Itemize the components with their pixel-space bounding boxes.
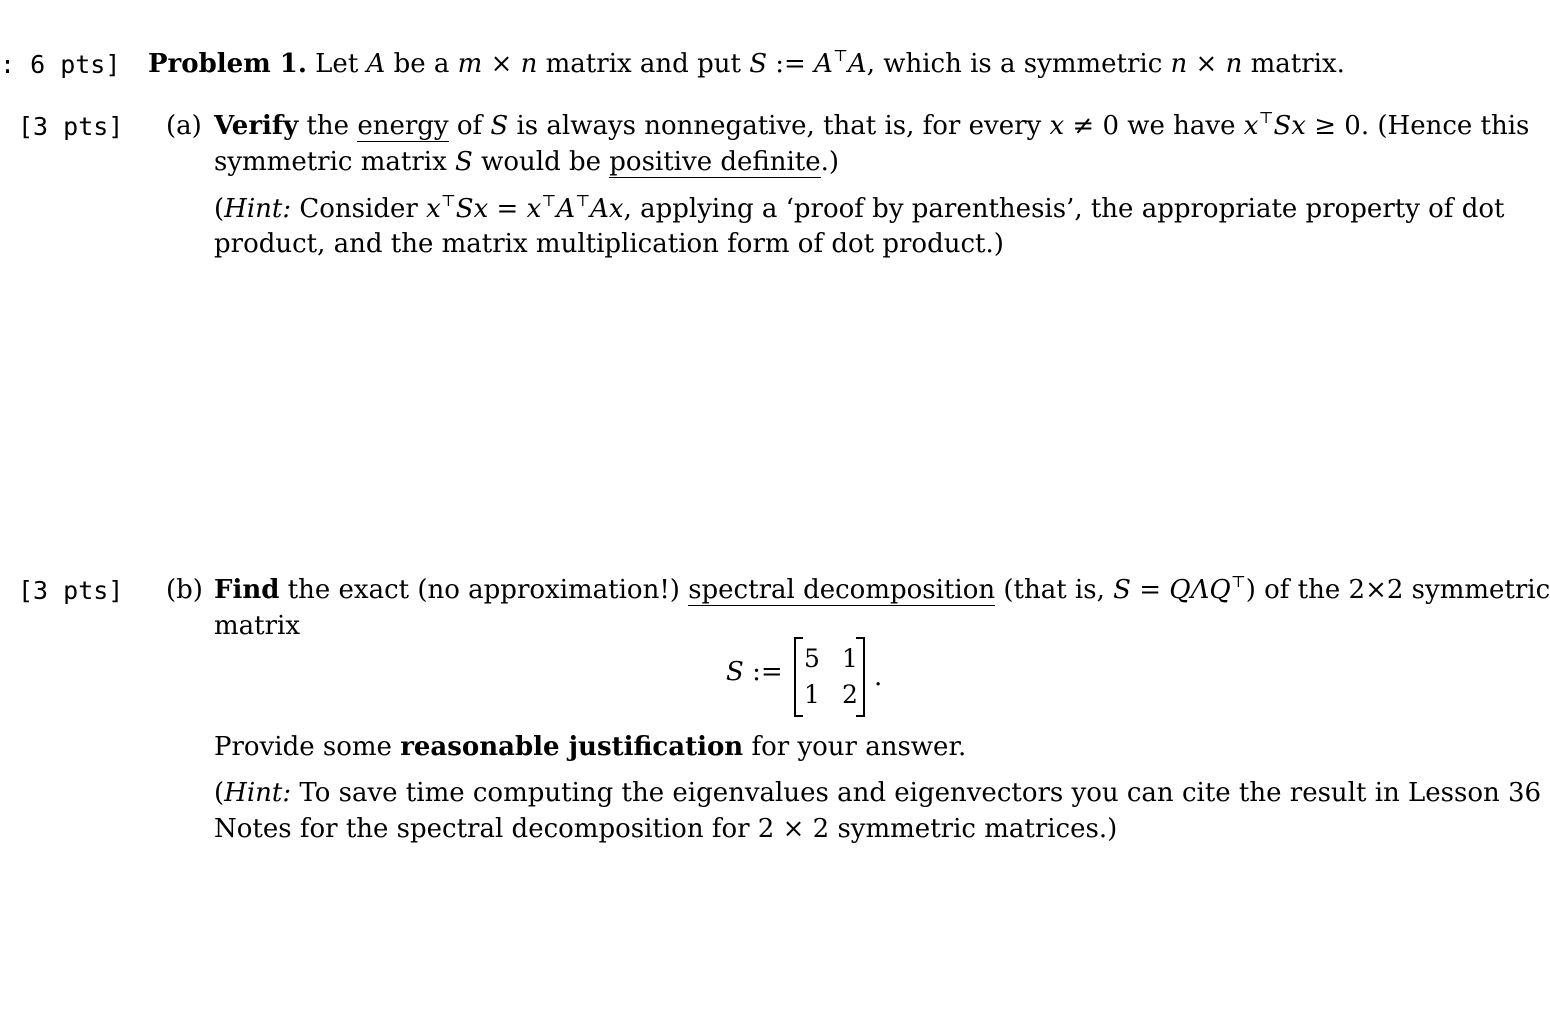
text: .) xyxy=(820,147,840,177)
part-b-justification xyxy=(214,729,966,765)
hint-label: Hint: xyxy=(224,194,292,224)
text: the xyxy=(298,111,358,141)
matrix-left-bracket xyxy=(794,637,803,717)
transpose-symbol: ⊤ xyxy=(1230,572,1246,591)
text: for your answer. xyxy=(743,732,967,762)
math-m: m xyxy=(457,49,483,79)
problem-text: matrix. xyxy=(1242,49,1345,79)
math-Sx: Sx xyxy=(455,194,489,224)
text: ) of the 2×2 symmetric xyxy=(1245,575,1550,605)
math-Ax: Ax xyxy=(590,194,624,224)
part-a-hint-line-1 xyxy=(214,191,1504,227)
text: = xyxy=(1130,575,1170,605)
part-b-verb: Find xyxy=(214,575,280,605)
problem-label: Problem 1. xyxy=(148,49,307,79)
matrix-cell: 5 xyxy=(804,644,820,673)
text: is always nonnegative, that is, for every xyxy=(508,111,1050,141)
text: would be xyxy=(472,147,610,177)
problem-text: Let xyxy=(306,49,367,79)
energy-term: energy xyxy=(357,111,449,141)
math-n: n xyxy=(1225,49,1243,79)
spectral-decomposition-term: spectral decomposition xyxy=(688,575,996,605)
math-A: A xyxy=(814,49,833,79)
problem-statement xyxy=(148,46,1345,82)
transpose-symbol: ⊤ xyxy=(575,191,591,210)
part-b-hint-line-2: Notes for the spectral decomposition for 2 × 2 symmetric matrices.) xyxy=(214,814,1118,844)
part-b-points: [3 pts] xyxy=(18,576,124,605)
text: (that is, xyxy=(995,575,1114,605)
text: = xyxy=(488,194,527,224)
math-QLQ: QΛQ xyxy=(1169,575,1231,605)
positive-definite-term: positive definite xyxy=(609,147,821,177)
part-a-line-1 xyxy=(214,108,1529,144)
transpose-symbol: ⊤ xyxy=(1258,108,1274,127)
text: the exact (no approximation!) xyxy=(279,575,689,605)
math-x: x xyxy=(426,194,441,224)
problem-text: be a xyxy=(385,49,458,79)
part-b-label: (b) xyxy=(166,575,203,605)
math-A: A xyxy=(847,49,867,79)
math-x: x xyxy=(526,194,542,224)
math-assign: := xyxy=(743,657,783,687)
math-A: A xyxy=(556,194,576,224)
justification-emphasis: reasonable justification xyxy=(400,732,744,762)
part-a-hint-line-2: product, and the matrix multiplication form of dot product.) xyxy=(214,229,1004,259)
math-S: S xyxy=(1113,575,1131,605)
math-n: n xyxy=(520,49,538,79)
problem-text: , which is a symmetric xyxy=(866,49,1171,79)
text: ( xyxy=(214,778,225,808)
math-S: S xyxy=(490,111,509,141)
math-S: S xyxy=(455,147,473,177)
text: ≥ 0. (Hence this xyxy=(1305,111,1530,141)
transpose-symbol: ⊤ xyxy=(440,191,456,210)
math-times: × xyxy=(1187,49,1226,79)
part-b-line-2: matrix xyxy=(214,611,301,641)
total-points-label: : 6 pts] xyxy=(0,50,121,79)
math-S: S xyxy=(726,657,744,687)
transpose-symbol: ⊤ xyxy=(832,46,848,65)
matrix-cell: 1 xyxy=(804,680,820,709)
text: symmetric matrix xyxy=(214,147,456,177)
math-x: x xyxy=(1243,111,1259,141)
hint-label: Hint: xyxy=(224,778,292,808)
text: To save time computing the eigenvalues and eigenvectors you can cite the result in Lesson 36 xyxy=(291,778,1542,808)
text: , applying a ‘proof by parenthesis’, the appropriate property of dot xyxy=(623,194,1505,224)
part-b-hint-line-1 xyxy=(214,775,1541,811)
math-Sx: Sx xyxy=(1273,111,1306,141)
text: of xyxy=(448,111,491,141)
matrix-cell: 1 xyxy=(842,644,858,673)
matrix-period: . xyxy=(874,662,883,692)
part-b-line-1 xyxy=(214,572,1550,608)
part-a-verb: Verify xyxy=(214,111,299,141)
part-a-line-2 xyxy=(214,144,839,180)
matrix-cell: 2 xyxy=(842,680,858,709)
math-times: × xyxy=(482,49,521,79)
matrix-lhs xyxy=(726,657,783,687)
text: ≠ 0 we have xyxy=(1064,111,1244,141)
math-x: x xyxy=(1049,111,1065,141)
transpose-symbol: ⊤ xyxy=(541,191,557,210)
part-a-points: [3 pts] xyxy=(18,112,124,141)
problem-text: matrix and put xyxy=(537,49,750,79)
text: Provide some xyxy=(214,732,401,762)
text: ( xyxy=(214,194,225,224)
math-assign: := xyxy=(767,49,815,79)
math-S: S xyxy=(749,49,767,79)
math-n: n xyxy=(1170,49,1188,79)
text: Consider xyxy=(291,194,427,224)
part-a-label: (a) xyxy=(166,111,202,141)
math-A: A xyxy=(366,49,386,79)
